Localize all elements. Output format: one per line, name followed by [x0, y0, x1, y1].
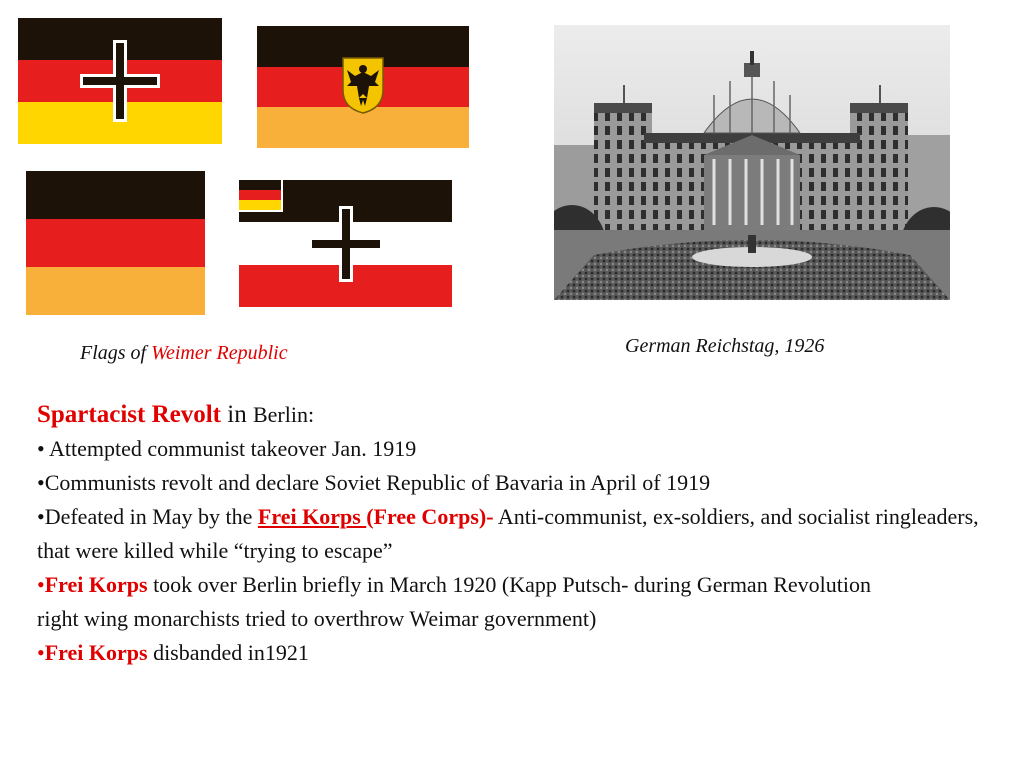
bullet-rest: disbanded in1921 — [147, 640, 309, 665]
reichstag-photo — [554, 25, 950, 300]
bullet-item: • Attempted communist takeover Jan. 1919 — [37, 436, 417, 461]
flags-caption-prefix: Flags of — [80, 342, 152, 364]
iron-cross-icon — [309, 206, 383, 282]
bullet-rest: Anti-communist, ex-soldiers, and socialist ringleaders, that were killed while “trying to escape” — [37, 504, 979, 563]
bullet-item: •Communists revolt and declare Soviet Republic of Bavaria in April of 1919 — [37, 470, 711, 495]
photo-caption: German Reichstag, 1926 — [625, 335, 825, 357]
section-heading — [37, 398, 997, 432]
bullet-item — [37, 636, 997, 670]
heading-connector: in — [221, 401, 253, 428]
flags-caption-highlight: Weimer Republic — [151, 342, 288, 364]
flag-canton — [239, 180, 283, 212]
bullet-rest: took over Berlin briefly in March 1920 (Kapp Putsch- during German Revolution right wing monarchists tried to overthrow Weimar government) — [37, 572, 871, 631]
flag-iron-cross-tricolor — [18, 18, 222, 144]
iron-cross-icon — [80, 40, 160, 122]
bullet-term: Frei Korps — [44, 640, 148, 665]
bullet-marker: • — [37, 640, 45, 665]
main-text — [37, 398, 997, 670]
flag-war-ensign — [239, 180, 452, 307]
heading-title: Spartacist Revolt — [37, 401, 221, 428]
bullet-marker: • — [37, 572, 45, 597]
flags-caption — [80, 342, 288, 365]
eagle-coat-of-arms-icon — [341, 56, 385, 114]
flag-eagle-tricolor — [257, 26, 469, 148]
heading-place: Berlin: — [252, 402, 315, 427]
frei-korps-link[interactable]: Frei Korps — [257, 504, 367, 529]
bullet-term: (Free Corps)- — [366, 504, 494, 529]
bullet-item — [37, 500, 997, 568]
bullet-term: Frei Korps — [44, 572, 148, 597]
bullet-item — [37, 568, 897, 636]
flag-plain-tricolor — [26, 171, 205, 315]
bullet-prefix: •Defeated in May by the — [37, 504, 258, 529]
